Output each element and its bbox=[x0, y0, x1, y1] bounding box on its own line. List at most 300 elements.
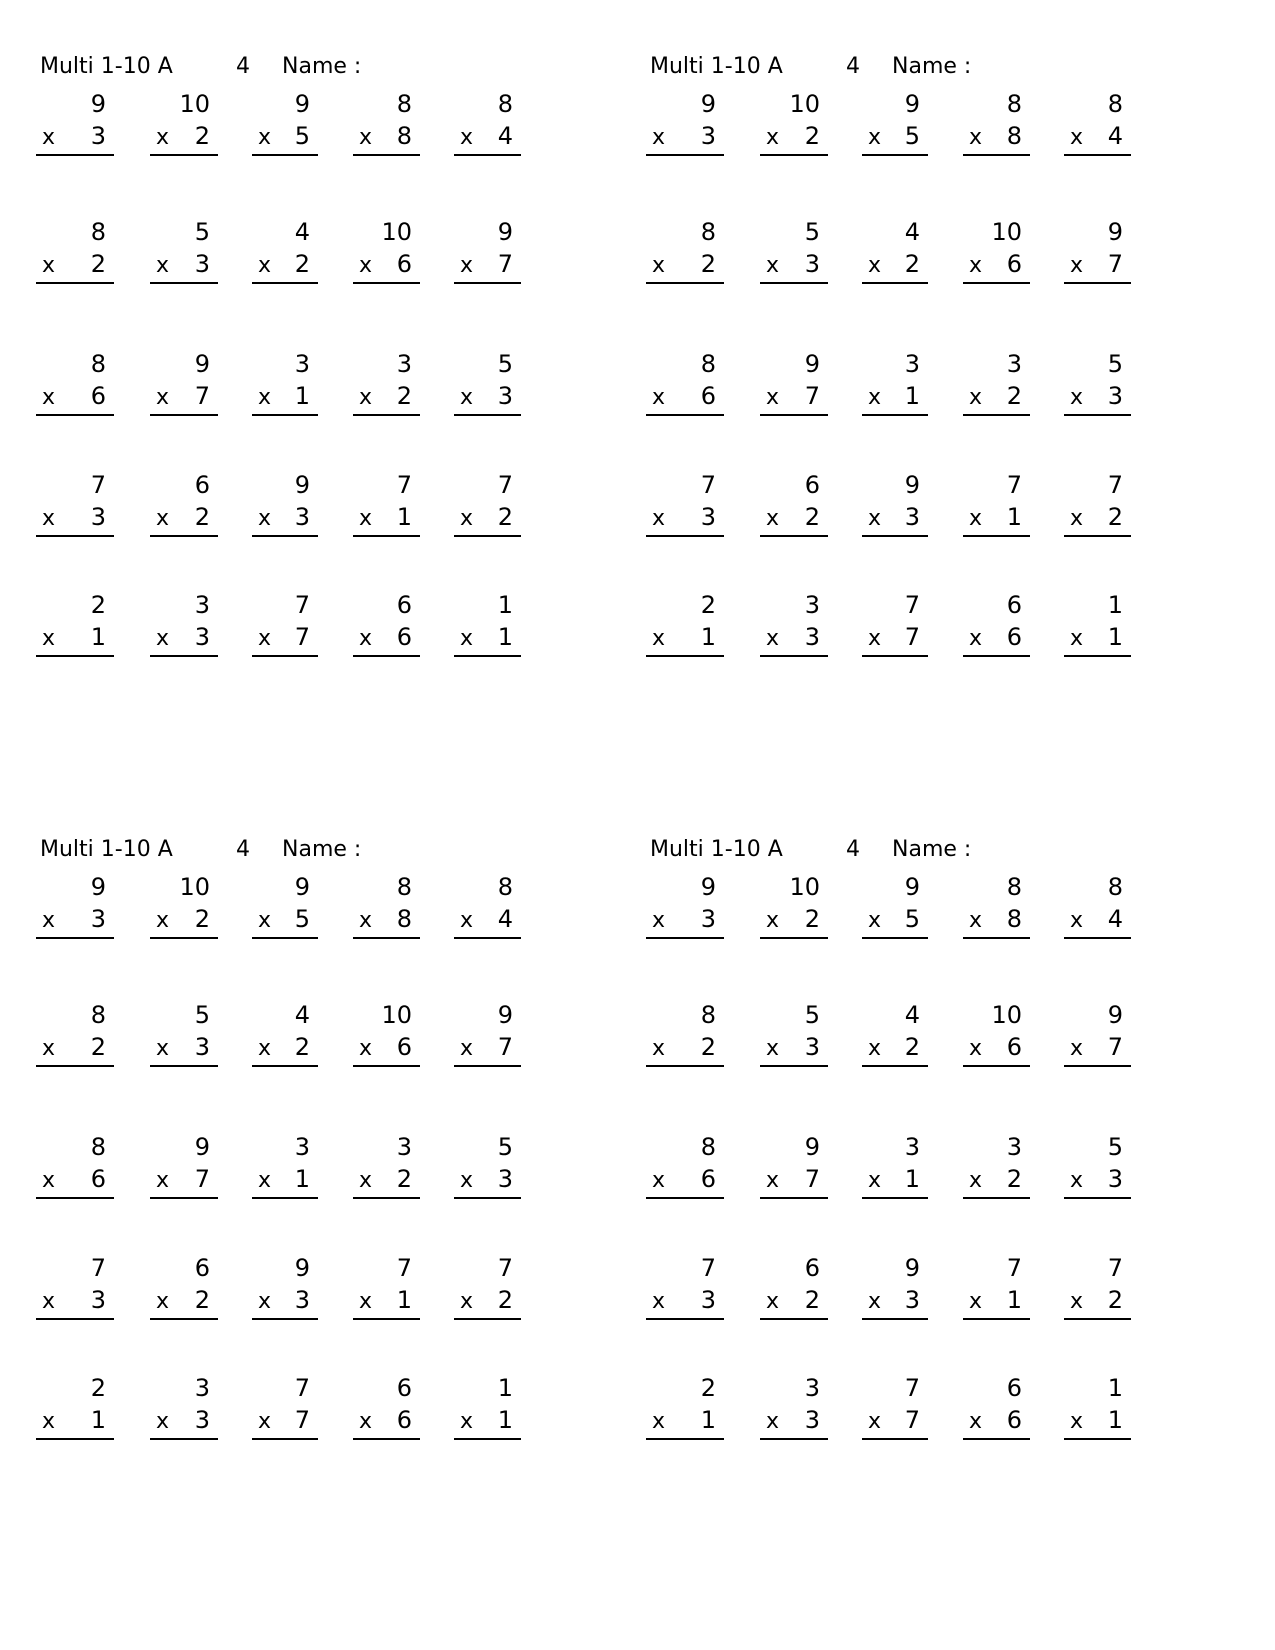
answer-line bbox=[252, 905, 318, 939]
times-sign: x bbox=[1070, 1036, 1084, 1061]
multiplicand: 8 bbox=[396, 873, 412, 901]
multiplicand: 9 bbox=[804, 350, 820, 378]
multiplication-problem bbox=[862, 218, 928, 284]
multiplication-problem bbox=[963, 218, 1030, 284]
times-sign: x bbox=[868, 506, 882, 531]
times-sign: x bbox=[258, 253, 272, 278]
multiplication-problem bbox=[1064, 218, 1131, 284]
times-sign: x bbox=[156, 1036, 170, 1061]
times-sign: x bbox=[258, 385, 272, 410]
multiplication-problem bbox=[353, 90, 420, 156]
multiplier: 1 bbox=[90, 1406, 106, 1434]
answer-line bbox=[646, 250, 724, 284]
multiplication-problem bbox=[1064, 350, 1131, 416]
times-sign: x bbox=[460, 253, 474, 278]
times-sign: x bbox=[969, 626, 983, 651]
multiplication-problem bbox=[862, 90, 928, 156]
times-sign: x bbox=[359, 506, 373, 531]
multiplier: 8 bbox=[396, 905, 412, 933]
times-sign: x bbox=[156, 506, 170, 531]
multiplicand: 9 bbox=[497, 218, 513, 246]
multiplication-problem bbox=[760, 471, 828, 537]
multiplicand: 8 bbox=[1006, 90, 1022, 118]
multiplication-problem bbox=[963, 1254, 1030, 1320]
multiplication-problem bbox=[1064, 873, 1131, 939]
answer-line bbox=[150, 503, 218, 537]
answer-line bbox=[1064, 1406, 1131, 1440]
times-sign: x bbox=[652, 1289, 666, 1314]
answer-line bbox=[1064, 250, 1131, 284]
multiplication-problem bbox=[1064, 1254, 1131, 1320]
worksheet-2 bbox=[642, 52, 1142, 692]
multiplicand: 4 bbox=[294, 218, 310, 246]
times-sign: x bbox=[258, 1036, 272, 1061]
times-sign: x bbox=[359, 253, 373, 278]
multiplicand: 9 bbox=[904, 471, 920, 499]
answer-line bbox=[150, 1286, 218, 1320]
multiplication-problem bbox=[454, 1133, 521, 1199]
multiplication-problem bbox=[353, 218, 420, 284]
answer-line bbox=[353, 382, 420, 416]
answer-line bbox=[150, 905, 218, 939]
times-sign: x bbox=[766, 1409, 780, 1434]
multiplicand: 10 bbox=[179, 873, 210, 901]
times-sign: x bbox=[359, 908, 373, 933]
multiplier: 7 bbox=[294, 1406, 310, 1434]
times-sign: x bbox=[652, 253, 666, 278]
multiplication-problem bbox=[760, 591, 828, 657]
multiplication-problem bbox=[862, 350, 928, 416]
answer-line bbox=[150, 1406, 218, 1440]
times-sign: x bbox=[1070, 506, 1084, 531]
answer-line bbox=[353, 122, 420, 156]
answer-line bbox=[252, 623, 318, 657]
answer-line bbox=[454, 1165, 521, 1199]
multiplicand: 7 bbox=[396, 1254, 412, 1282]
multiplier: 1 bbox=[1006, 503, 1022, 531]
answer-line bbox=[353, 1165, 420, 1199]
times-sign: x bbox=[969, 253, 983, 278]
multiplier: 7 bbox=[804, 1165, 820, 1193]
multiplicand: 9 bbox=[90, 873, 106, 901]
times-sign: x bbox=[969, 1168, 983, 1193]
times-sign: x bbox=[460, 1168, 474, 1193]
times-sign: x bbox=[868, 125, 882, 150]
multiplication-problem bbox=[252, 90, 318, 156]
times-sign: x bbox=[359, 1168, 373, 1193]
multiplier: 1 bbox=[294, 382, 310, 410]
answer-line bbox=[963, 905, 1030, 939]
multiplier: 2 bbox=[804, 905, 820, 933]
times-sign: x bbox=[42, 506, 56, 531]
multiplier: 2 bbox=[90, 250, 106, 278]
times-sign: x bbox=[868, 1409, 882, 1434]
times-sign: x bbox=[766, 385, 780, 410]
multiplier: 3 bbox=[700, 1286, 716, 1314]
name-label: Name : bbox=[892, 837, 972, 862]
times-sign: x bbox=[258, 1289, 272, 1314]
multiplier: 1 bbox=[497, 623, 513, 651]
times-sign: x bbox=[460, 1409, 474, 1434]
answer-line bbox=[646, 623, 724, 657]
multiplicand: 10 bbox=[179, 90, 210, 118]
multiplicand: 8 bbox=[90, 1001, 106, 1029]
times-sign: x bbox=[258, 125, 272, 150]
times-sign: x bbox=[969, 385, 983, 410]
answer-line bbox=[353, 250, 420, 284]
multiplicand: 6 bbox=[194, 471, 210, 499]
multiplier: 3 bbox=[90, 122, 106, 150]
answer-line bbox=[36, 503, 114, 537]
multiplication-problem bbox=[760, 218, 828, 284]
name-label: Name : bbox=[282, 837, 362, 862]
times-sign: x bbox=[652, 506, 666, 531]
times-sign: x bbox=[868, 385, 882, 410]
worksheet-title: Multi 1-10 A bbox=[650, 837, 783, 862]
multiplicand: 6 bbox=[194, 1254, 210, 1282]
multiplication-problem bbox=[150, 591, 218, 657]
multiplier: 2 bbox=[294, 250, 310, 278]
multiplier: 3 bbox=[904, 1286, 920, 1314]
multiplicand: 9 bbox=[90, 90, 106, 118]
answer-line bbox=[963, 122, 1030, 156]
times-sign: x bbox=[156, 1168, 170, 1193]
answer-line bbox=[862, 1165, 928, 1199]
answer-line bbox=[646, 1033, 724, 1067]
times-sign: x bbox=[460, 908, 474, 933]
multiplication-problem bbox=[353, 471, 420, 537]
multiplier: 2 bbox=[194, 1286, 210, 1314]
answer-line bbox=[963, 1286, 1030, 1320]
multiplication-problem bbox=[353, 1133, 420, 1199]
multiplicand: 5 bbox=[804, 1001, 820, 1029]
multiplication-problem bbox=[646, 471, 724, 537]
multiplier: 7 bbox=[294, 623, 310, 651]
answer-line bbox=[150, 122, 218, 156]
answer-line bbox=[454, 382, 521, 416]
multiplicand: 7 bbox=[1107, 471, 1123, 499]
answer-line bbox=[862, 503, 928, 537]
worksheet-number: 4 bbox=[236, 837, 250, 862]
answer-line bbox=[760, 1406, 828, 1440]
multiplier: 2 bbox=[700, 250, 716, 278]
times-sign: x bbox=[766, 1289, 780, 1314]
multiplication-problem bbox=[963, 1374, 1030, 1440]
multiplication-problem bbox=[150, 218, 218, 284]
answer-line bbox=[760, 1033, 828, 1067]
multiplier: 2 bbox=[194, 503, 210, 531]
multiplier: 3 bbox=[804, 250, 820, 278]
answer-line bbox=[646, 122, 724, 156]
multiplication-problem bbox=[862, 471, 928, 537]
multiplier: 6 bbox=[1006, 1033, 1022, 1061]
multiplication-problem bbox=[454, 90, 521, 156]
multiplier: 3 bbox=[497, 382, 513, 410]
answer-line bbox=[1064, 905, 1131, 939]
answer-line bbox=[760, 122, 828, 156]
multiplier: 1 bbox=[904, 1165, 920, 1193]
multiplicand: 8 bbox=[90, 350, 106, 378]
answer-line bbox=[862, 623, 928, 657]
multiplication-problem bbox=[862, 1133, 928, 1199]
multiplier: 3 bbox=[497, 1165, 513, 1193]
times-sign: x bbox=[359, 1409, 373, 1434]
answer-line bbox=[760, 250, 828, 284]
answer-line bbox=[252, 503, 318, 537]
answer-line bbox=[454, 623, 521, 657]
multiplier: 7 bbox=[497, 250, 513, 278]
multiplier: 4 bbox=[1107, 122, 1123, 150]
multiplicand: 4 bbox=[294, 1001, 310, 1029]
times-sign: x bbox=[652, 1168, 666, 1193]
multiplier: 7 bbox=[1107, 1033, 1123, 1061]
answer-line bbox=[862, 1033, 928, 1067]
multiplicand: 7 bbox=[1006, 1254, 1022, 1282]
times-sign: x bbox=[1070, 1289, 1084, 1314]
multiplicand: 8 bbox=[700, 1133, 716, 1161]
answer-line bbox=[862, 122, 928, 156]
multiplicand: 6 bbox=[396, 1374, 412, 1402]
multiplier: 6 bbox=[396, 1033, 412, 1061]
answer-line bbox=[36, 1165, 114, 1199]
answer-line bbox=[862, 250, 928, 284]
multiplication-problem bbox=[1064, 1374, 1131, 1440]
worksheet-title: Multi 1-10 A bbox=[650, 54, 783, 79]
multiplication-problem bbox=[150, 1133, 218, 1199]
times-sign: x bbox=[1070, 1409, 1084, 1434]
multiplication-problem bbox=[36, 1001, 114, 1067]
times-sign: x bbox=[766, 626, 780, 651]
multiplication-problem bbox=[454, 1001, 521, 1067]
multiplier: 2 bbox=[396, 382, 412, 410]
multiplier: 2 bbox=[804, 503, 820, 531]
multiplication-problem bbox=[963, 1001, 1030, 1067]
multiplicand: 9 bbox=[294, 873, 310, 901]
multiplicand: 8 bbox=[1107, 873, 1123, 901]
answer-line bbox=[252, 122, 318, 156]
multiplication-problem bbox=[252, 1374, 318, 1440]
multiplicand: 8 bbox=[700, 1001, 716, 1029]
multiplicand: 3 bbox=[904, 1133, 920, 1161]
times-sign: x bbox=[1070, 125, 1084, 150]
answer-line bbox=[36, 1286, 114, 1320]
multiplicand: 9 bbox=[700, 90, 716, 118]
times-sign: x bbox=[868, 1168, 882, 1193]
multiplier: 3 bbox=[1107, 1165, 1123, 1193]
times-sign: x bbox=[156, 385, 170, 410]
times-sign: x bbox=[258, 908, 272, 933]
multiplication-problem bbox=[760, 90, 828, 156]
times-sign: x bbox=[868, 626, 882, 651]
multiplicand: 5 bbox=[1107, 1133, 1123, 1161]
answer-line bbox=[646, 1165, 724, 1199]
multiplicand: 3 bbox=[194, 591, 210, 619]
multiplicand: 3 bbox=[1006, 1133, 1022, 1161]
multiplication-problem bbox=[252, 218, 318, 284]
multiplicand: 2 bbox=[90, 591, 106, 619]
multiplicand: 10 bbox=[991, 218, 1022, 246]
multiplication-problem bbox=[150, 1001, 218, 1067]
answer-line bbox=[353, 503, 420, 537]
multiplier: 6 bbox=[1006, 1406, 1022, 1434]
multiplier: 6 bbox=[396, 1406, 412, 1434]
answer-line bbox=[1064, 1033, 1131, 1067]
multiplier: 6 bbox=[1006, 623, 1022, 651]
times-sign: x bbox=[766, 125, 780, 150]
multiplication-problem bbox=[150, 90, 218, 156]
answer-line bbox=[646, 503, 724, 537]
multiplication-problem bbox=[36, 873, 114, 939]
multiplication-problem bbox=[353, 1001, 420, 1067]
multiplicand: 10 bbox=[381, 1001, 412, 1029]
multiplier: 3 bbox=[90, 905, 106, 933]
worksheet-title: Multi 1-10 A bbox=[40, 54, 173, 79]
multiplier: 2 bbox=[1006, 1165, 1022, 1193]
multiplier: 7 bbox=[497, 1033, 513, 1061]
multiplier: 2 bbox=[804, 122, 820, 150]
multiplication-problem bbox=[36, 1374, 114, 1440]
multiplier: 2 bbox=[804, 1286, 820, 1314]
multiplicand: 7 bbox=[294, 1374, 310, 1402]
multiplier: 3 bbox=[294, 503, 310, 531]
answer-line bbox=[760, 1165, 828, 1199]
multiplier: 2 bbox=[1006, 382, 1022, 410]
multiplication-problem bbox=[252, 350, 318, 416]
multiplication-problem bbox=[36, 1254, 114, 1320]
multiplicand: 3 bbox=[396, 350, 412, 378]
multiplier: 3 bbox=[194, 1406, 210, 1434]
answer-line bbox=[1064, 1165, 1131, 1199]
times-sign: x bbox=[460, 385, 474, 410]
multiplicand: 9 bbox=[294, 471, 310, 499]
multiplicand: 10 bbox=[789, 873, 820, 901]
multiplier: 3 bbox=[700, 905, 716, 933]
answer-line bbox=[252, 1286, 318, 1320]
times-sign: x bbox=[766, 1168, 780, 1193]
times-sign: x bbox=[766, 253, 780, 278]
times-sign: x bbox=[766, 908, 780, 933]
multiplicand: 7 bbox=[700, 471, 716, 499]
answer-line bbox=[454, 1033, 521, 1067]
multiplication-problem bbox=[760, 1254, 828, 1320]
multiplier: 1 bbox=[396, 503, 412, 531]
times-sign: x bbox=[652, 125, 666, 150]
times-sign: x bbox=[156, 626, 170, 651]
multiplier: 1 bbox=[1006, 1286, 1022, 1314]
multiplicand: 7 bbox=[904, 591, 920, 619]
multiplication-problem bbox=[862, 1001, 928, 1067]
multiplier: 2 bbox=[497, 503, 513, 531]
times-sign: x bbox=[460, 125, 474, 150]
multiplicand: 9 bbox=[294, 90, 310, 118]
multiplier: 6 bbox=[700, 1165, 716, 1193]
answer-line bbox=[454, 905, 521, 939]
multiplier: 2 bbox=[194, 905, 210, 933]
times-sign: x bbox=[969, 1036, 983, 1061]
multiplication-problem bbox=[646, 1254, 724, 1320]
multiplier: 7 bbox=[904, 1406, 920, 1434]
times-sign: x bbox=[42, 1168, 56, 1193]
multiplicand: 1 bbox=[497, 591, 513, 619]
times-sign: x bbox=[460, 1036, 474, 1061]
times-sign: x bbox=[156, 125, 170, 150]
answer-line bbox=[353, 623, 420, 657]
answer-line bbox=[963, 1406, 1030, 1440]
answer-line bbox=[963, 250, 1030, 284]
multiplicand: 7 bbox=[90, 471, 106, 499]
multiplicand: 9 bbox=[294, 1254, 310, 1282]
worksheet-header bbox=[32, 52, 532, 82]
multiplication-problem bbox=[760, 350, 828, 416]
times-sign: x bbox=[652, 385, 666, 410]
times-sign: x bbox=[42, 626, 56, 651]
worksheet-number: 4 bbox=[846, 837, 860, 862]
times-sign: x bbox=[42, 253, 56, 278]
multiplier: 2 bbox=[904, 1033, 920, 1061]
answer-line bbox=[353, 1286, 420, 1320]
multiplication-problem bbox=[454, 350, 521, 416]
multiplier: 8 bbox=[396, 122, 412, 150]
multiplication-problem bbox=[1064, 1133, 1131, 1199]
multiplicand: 9 bbox=[904, 1254, 920, 1282]
multiplication-problem bbox=[150, 1374, 218, 1440]
multiplicand: 6 bbox=[1006, 591, 1022, 619]
answer-line bbox=[963, 1165, 1030, 1199]
answer-line bbox=[760, 1286, 828, 1320]
times-sign: x bbox=[258, 1409, 272, 1434]
multiplicand: 9 bbox=[1107, 218, 1123, 246]
multiplier: 1 bbox=[700, 623, 716, 651]
answer-line bbox=[760, 905, 828, 939]
multiplication-problem bbox=[36, 591, 114, 657]
multiplier: 8 bbox=[1006, 905, 1022, 933]
multiplier: 4 bbox=[497, 905, 513, 933]
multiplier: 6 bbox=[396, 250, 412, 278]
multiplier: 5 bbox=[904, 905, 920, 933]
multiplication-problem bbox=[454, 1254, 521, 1320]
multiplicand: 6 bbox=[396, 591, 412, 619]
answer-line bbox=[36, 250, 114, 284]
times-sign: x bbox=[868, 253, 882, 278]
times-sign: x bbox=[156, 253, 170, 278]
multiplicand: 1 bbox=[497, 1374, 513, 1402]
multiplication-problem bbox=[862, 873, 928, 939]
times-sign: x bbox=[258, 506, 272, 531]
multiplication-problem bbox=[36, 350, 114, 416]
worksheet-number: 4 bbox=[236, 54, 250, 79]
answer-line bbox=[150, 1165, 218, 1199]
times-sign: x bbox=[359, 1036, 373, 1061]
multiplier: 3 bbox=[1107, 382, 1123, 410]
answer-line bbox=[862, 905, 928, 939]
times-sign: x bbox=[868, 1289, 882, 1314]
multiplication-problem bbox=[150, 1254, 218, 1320]
answer-line bbox=[646, 1286, 724, 1320]
worksheet-header bbox=[642, 835, 1142, 865]
answer-line bbox=[150, 250, 218, 284]
multiplication-problem bbox=[36, 471, 114, 537]
multiplier: 3 bbox=[90, 1286, 106, 1314]
answer-line bbox=[36, 623, 114, 657]
multiplicand: 4 bbox=[904, 1001, 920, 1029]
multiplication-problem bbox=[646, 218, 724, 284]
multiplication-problem bbox=[36, 218, 114, 284]
times-sign: x bbox=[359, 1289, 373, 1314]
multiplicand: 3 bbox=[294, 350, 310, 378]
multiplication-problem bbox=[353, 1254, 420, 1320]
multiplicand: 7 bbox=[497, 1254, 513, 1282]
times-sign: x bbox=[766, 1036, 780, 1061]
